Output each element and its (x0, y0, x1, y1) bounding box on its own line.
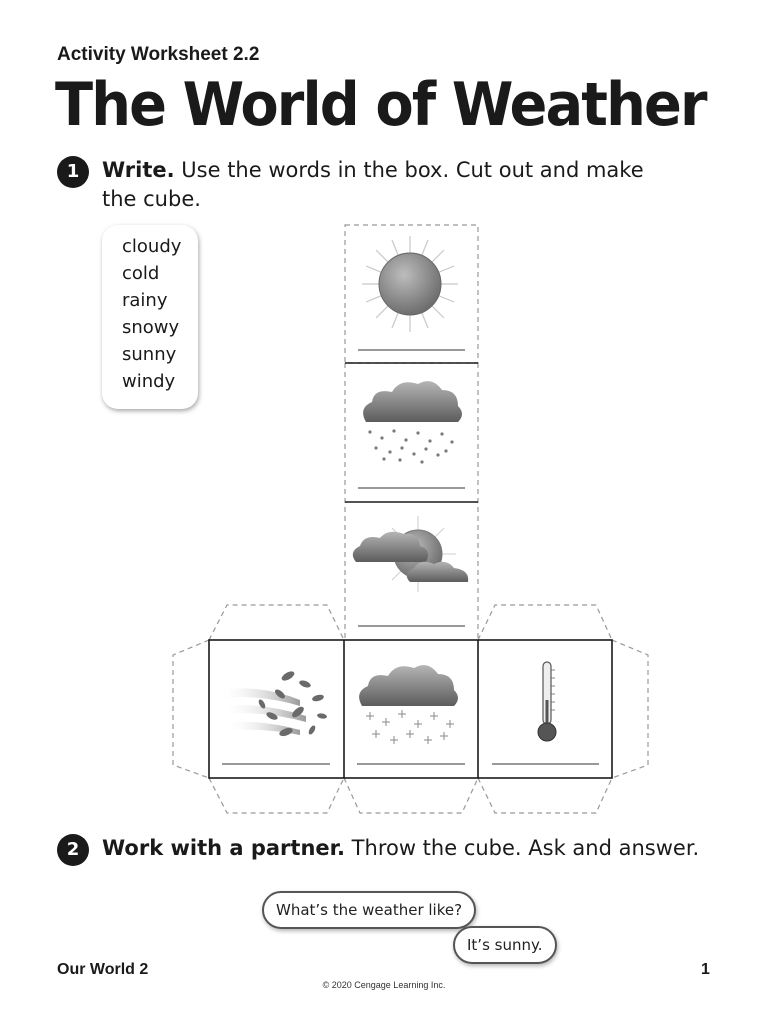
page-title: The World of Weather (55, 70, 706, 140)
word-item: snowy (122, 317, 180, 338)
wind-leaves-icon (218, 669, 327, 737)
task-2-verb: Work with a partner. (102, 836, 345, 860)
task-2-text: Throw the cube. Ask and answer. (345, 836, 700, 860)
task-1-number: 1 (57, 156, 89, 188)
word-item: sunny (122, 344, 177, 365)
word-item: cold (122, 263, 160, 284)
sun-behind-clouds-icon (353, 516, 468, 592)
rain-cloud-icon (363, 381, 462, 464)
sun-icon (362, 236, 458, 332)
task-1-text-cont: the cube. (102, 187, 201, 211)
question-speech-bubble: What’s the weather like? (262, 891, 476, 929)
task-2-instruction (102, 834, 742, 863)
word-item: cloudy (122, 236, 182, 257)
task-1-verb: Write. (102, 158, 175, 182)
word-item: windy (122, 371, 176, 392)
snow-cloud-icon (359, 665, 458, 744)
copyright-notice: © 2020 Cengage Learning Inc. (322, 980, 446, 990)
thermometer-icon (538, 662, 556, 741)
answer-speech-bubble: It’s sunny. (453, 926, 557, 964)
page-number: 1 (701, 961, 710, 978)
book-title: Our World 2 (57, 961, 149, 978)
word-item: rainy (122, 290, 168, 311)
worksheet-label: Activity Worksheet 2.2 (57, 44, 260, 65)
task-2-number: 2 (57, 834, 89, 866)
task-1-text: Use the words in the box. Cut out and make (174, 158, 644, 182)
